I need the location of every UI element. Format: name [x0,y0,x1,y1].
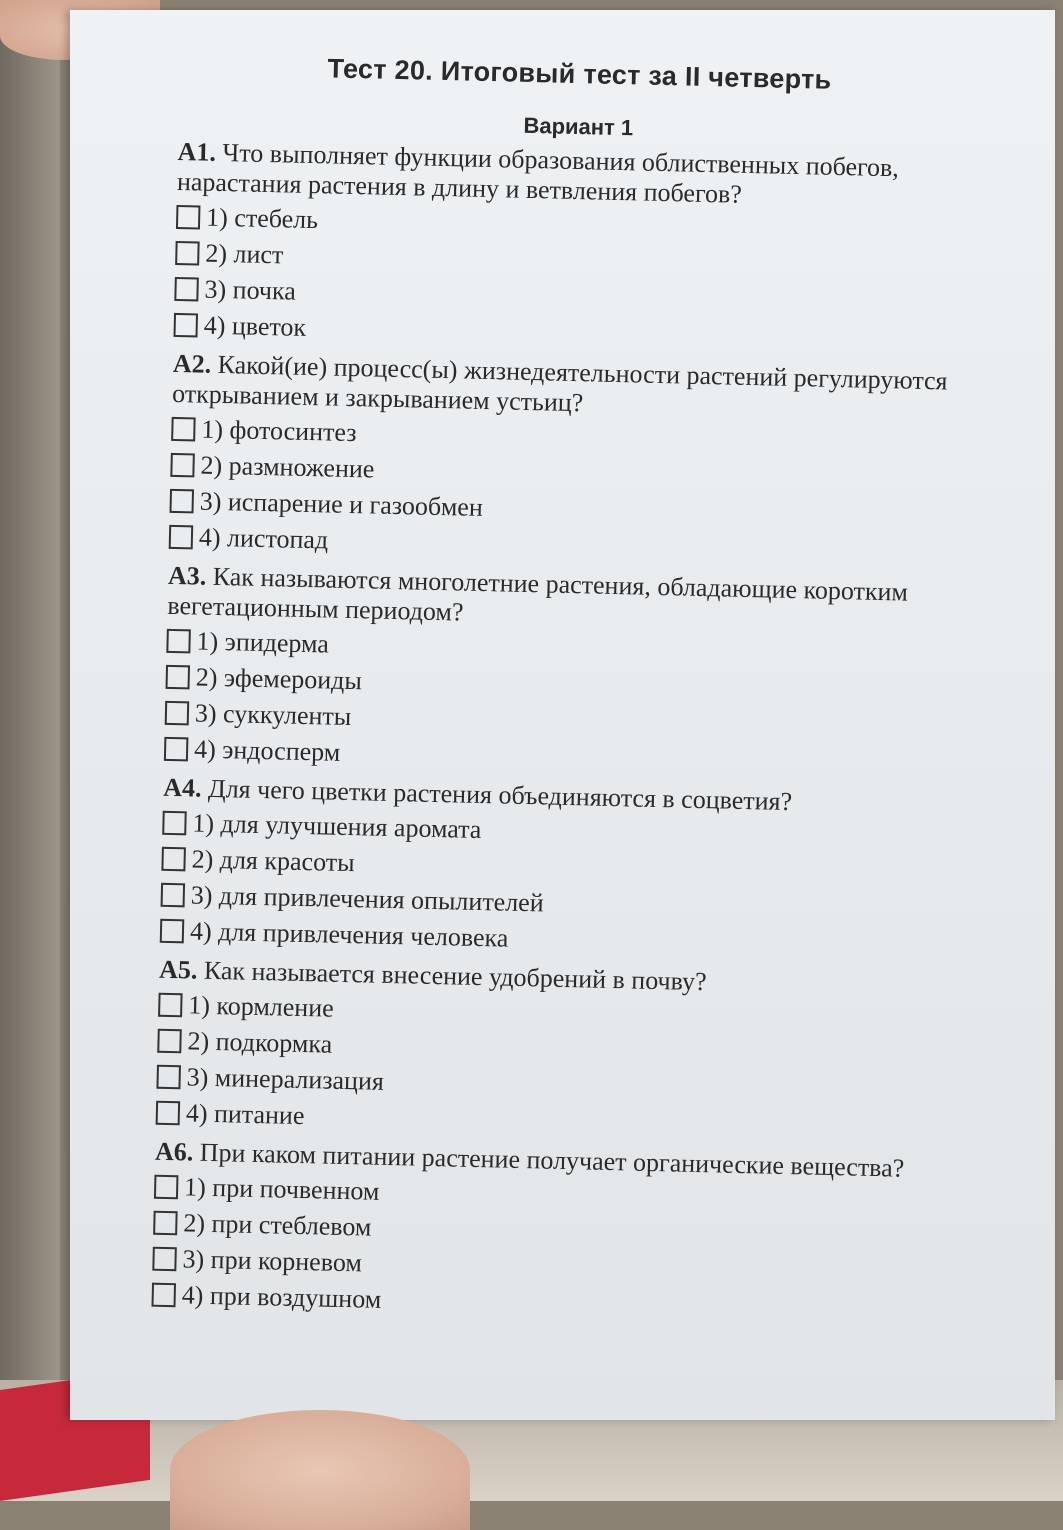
page-content [151,50,980,1337]
question-number: А1. [177,136,217,167]
checkbox[interactable] [156,1065,181,1090]
checkbox[interactable] [175,241,200,266]
checkbox[interactable] [171,417,196,442]
checkbox[interactable] [157,1029,182,1054]
checkbox[interactable] [174,277,199,302]
checkbox[interactable] [173,313,198,338]
test-title: Тест 20. Итоговый тест за II четверть [327,53,832,95]
checkbox[interactable] [152,1247,177,1272]
checkbox[interactable] [156,1101,181,1126]
question-number: А6. [154,1136,194,1167]
checkbox[interactable] [160,919,185,944]
background-table [0,0,60,1501]
option-label: 4) при воздушном [181,1280,382,1314]
option-label: 3) испарение и газообмен [199,486,484,522]
checkbox[interactable] [161,883,186,908]
question-number: А4. [162,772,202,803]
question-number: А2. [172,348,212,379]
option-label: 1) для улучшения аромата [192,808,482,845]
checkbox[interactable] [164,737,189,762]
option-label: 2) размножение [200,450,375,484]
checkbox[interactable] [151,1283,176,1308]
option-label: 1) эпидерма [196,626,330,659]
question-body: Для чего цветки растения объединяются в соцветия? [207,773,793,817]
variant-label: Вариант 1 [523,112,634,141]
option-label: 3) суккуленты [194,698,352,732]
checkbox[interactable] [169,525,194,550]
option-label: 4) листопад [198,522,329,555]
finger [170,1410,470,1530]
question-number: А5. [158,954,198,985]
checkbox[interactable] [158,993,183,1018]
option-label: 2) эфемероиды [195,662,363,696]
checkbox[interactable] [166,629,191,654]
option-label: 3) минерализация [186,1062,385,1096]
option-label: 3) при корневом [182,1244,363,1278]
option-label: 4) эндосперм [193,734,341,767]
checkbox[interactable] [161,847,186,872]
option-label: 1) при почвенном [183,1172,380,1206]
checkbox[interactable] [162,811,187,836]
question-a4 [160,773,964,967]
option-label: 1) фотосинтез [201,414,357,448]
checkbox[interactable] [176,205,201,230]
option-label: 4) цветок [203,310,307,342]
checkbox[interactable] [169,489,194,514]
question-body: Какой(ие) процесс(ы) жизнедеятельности растений регулируются открыванием и закрыванием устьиц? [171,349,948,418]
question-body: При каком питании растение получает органические вещества? [199,1137,905,1183]
question-body: Что выполняет функции образования облиственных побегов, нарастания растения в длину и ветвления побегов? [176,137,900,209]
option-label: 1) кормление [188,990,335,1023]
question-a1 [173,137,977,361]
question-a6 [151,1137,955,1331]
option-label: 2) для красоты [191,844,355,878]
question-a2 [169,349,973,573]
option-label: 2) при стеблевом [183,1208,372,1242]
test-page [70,10,1055,1420]
question-a5 [155,955,959,1149]
option-label: 3) почка [204,274,297,306]
question-number: А3. [167,560,207,591]
checkbox[interactable] [153,1211,178,1236]
option-label: 4) для привлечения человека [189,916,509,953]
question-body: Как называется внесение удобрений в почву? [203,955,707,997]
checkbox[interactable] [154,1175,179,1200]
checkbox[interactable] [165,701,190,726]
option-label: 2) лист [205,238,284,270]
question-a3 [164,561,968,785]
option-label: 3) для привлечения опылителей [190,880,545,918]
checkbox[interactable] [170,453,195,478]
question-body: Как называются многолетние растения, обладающие коротким вегетационным периодом? [167,561,909,627]
checkbox[interactable] [166,665,191,690]
option-label: 2) подкормка [187,1026,333,1059]
option-label: 4) питание [185,1098,305,1131]
option-label: 1) стебель [205,202,319,235]
